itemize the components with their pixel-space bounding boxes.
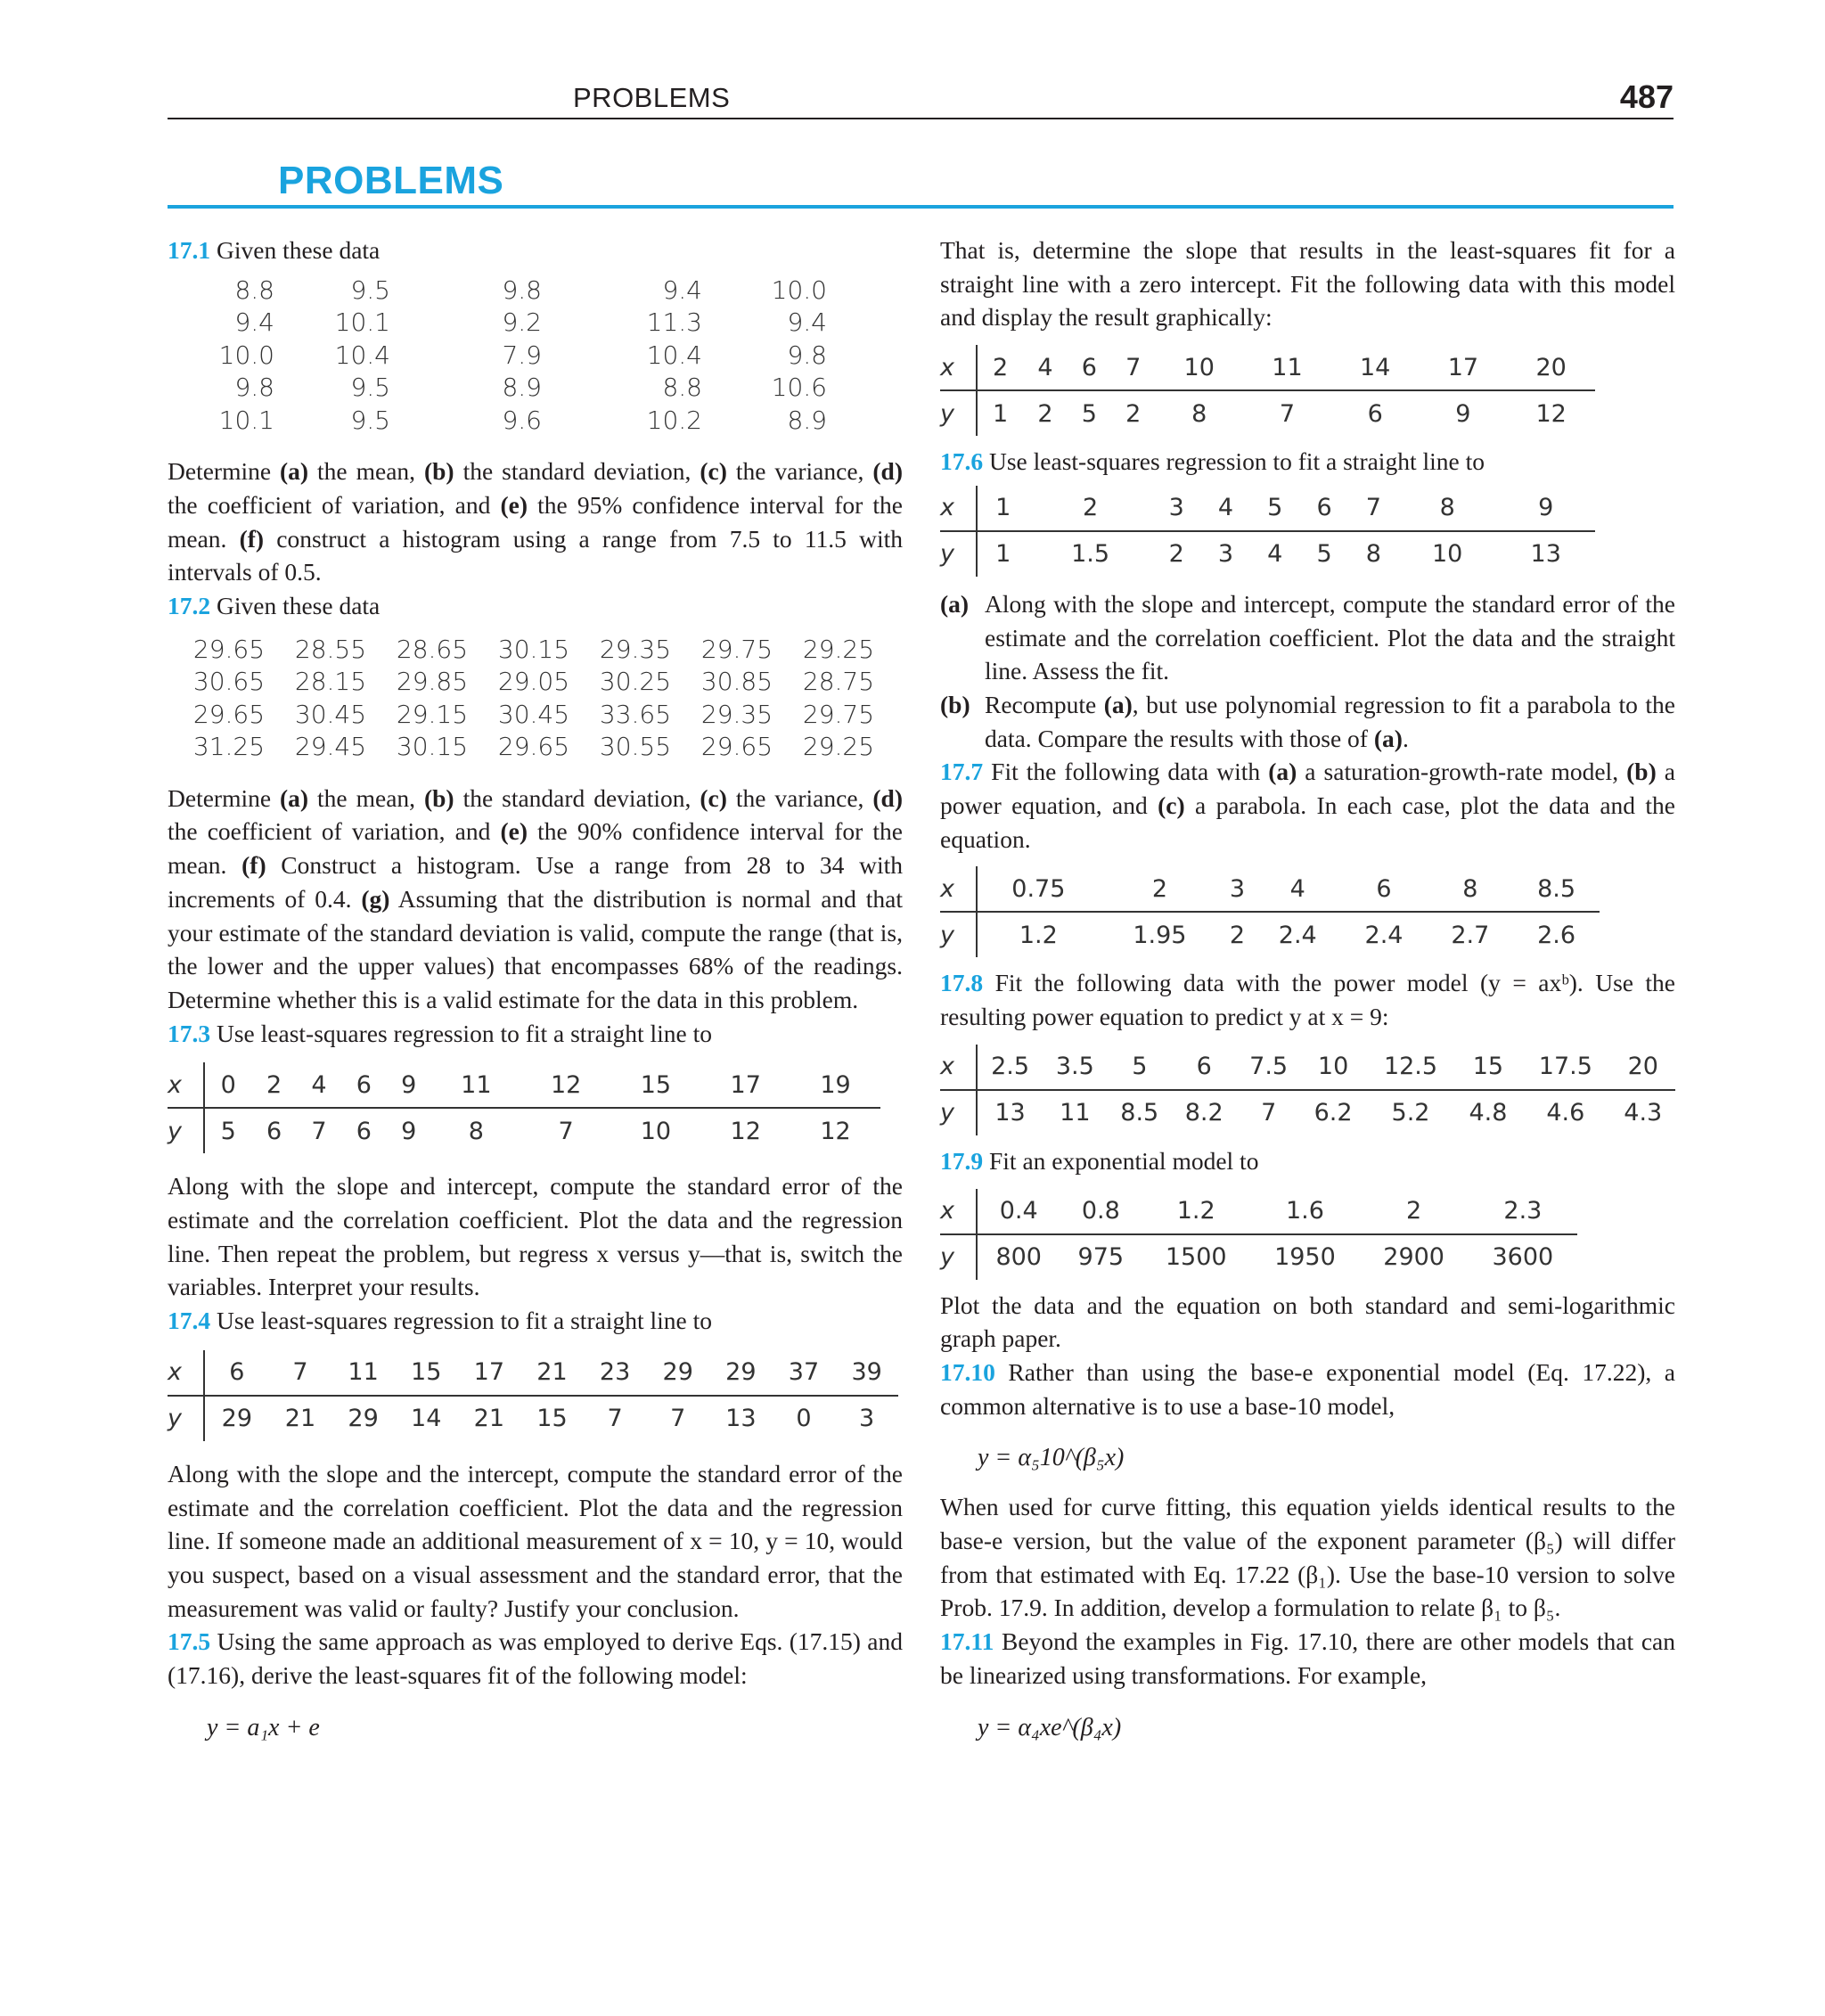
problem-17-10-text: When used for curve fitting, this equation yields identical results to the base-e version, but the value of the exponent parameter (β₅) will differ from that estimated with Eq. 17.22 (β₁). Use the base-10 version to solve Prob. 17.9. In addition, develop a formulation to relate β₁ to β₅. [940,1493,1675,1622]
data-value: 30.55 [599,732,672,762]
problem-17-4-table [168,1350,898,1441]
table-cell: 2900 [1383,1243,1444,1272]
table-cell: 3600 [1492,1243,1554,1272]
table-cell: 9 [387,1062,431,1108]
data-value: 11.3 [646,307,702,338]
data-value: 29.65 [192,634,266,664]
table-cell: 10 [640,1117,672,1145]
problem-17-2-intro: 17.2 Given these data [168,592,381,620]
problem-17-3-text: Along with the slope and intercept, compute the standard error of the estimate and the correlation coefficient. Plot the data and the regression line. Then repeat the problem, but regress x versus y—that is, switch the variables. Interpret your results. [168,1172,903,1301]
data-value: 9.8 [787,340,827,370]
data-value: 9.4 [787,307,827,338]
data-value: 9.5 [350,373,390,403]
table-cell: 8 [1191,399,1207,428]
problem-17-6-table [940,486,1595,577]
data-value: 30.65 [192,667,266,697]
data-value: 9.2 [502,307,542,338]
table-cell: 2.4 [1364,921,1404,949]
table-row-x [940,486,1595,531]
table-cell: 2.6 [1537,921,1576,949]
data-value: 9.5 [350,275,390,305]
running-title: PROBLEMS [573,82,731,113]
data-value: 28.15 [294,667,367,697]
data-value: 28.75 [802,667,875,697]
table-cell: 10 [1301,1045,1365,1090]
page-number: 487 [1619,78,1674,115]
problem-17-10-intro: 17.10 Rather than using the base-e exponential model (Eq. 17.22), a common alternative is to use a base-10 model, [940,1357,1676,1420]
problem-17-8-table [940,1045,1675,1135]
problem-17-5-equation: y = a₁x + e [207,1713,320,1741]
table-cell: 9 [1455,399,1471,428]
section-heading [168,159,1674,209]
data-value: 29.25 [802,634,875,664]
problem-17-5-intro: 17.5 Using the same approach as was employed to derive Eqs. (17.15) and (17.16), derive the least-squares fit of the following model: [168,1627,903,1690]
data-value: 29.35 [599,634,672,664]
table-cell: 7 [558,1117,574,1145]
table-cell: 1.95 [1133,921,1187,949]
table-cell: 2.4 [1278,921,1317,949]
table-cell: 13 [1530,540,1561,569]
table-cell: 13 [725,1405,757,1433]
table-cell: 8 [1427,866,1513,912]
table-row-y [940,1090,1675,1135]
problem-17-8-text: 17.8 Fit the following data with the power model (y = axᵇ). Use the resulting power equation to predict y at x = 9: [940,969,1676,1031]
table-cell: 4.3 [1624,1099,1663,1127]
table-cell: 2 [1028,486,1151,531]
table-cell: 7 [607,1405,623,1433]
running-head [168,80,1674,119]
data-value: 29.15 [396,699,469,729]
row-label-x: x [940,486,977,531]
table-cell: 2 [251,1062,296,1108]
data-value: 7.9 [502,340,542,370]
table-cell: 12.5 [1365,1045,1455,1090]
problem-17-7-text: 17.7 Fit the following data with (a) a saturation-growth-rate model, (b) a power equation, and (c) a parabola. In each case, plot the data and the equation. [940,758,1676,853]
table-cell: 800 [995,1243,1042,1272]
right-column [940,234,1675,1742]
data-value: 30.45 [294,699,367,729]
table-cell: 12 [521,1062,611,1108]
data-value: 9.4 [234,307,274,338]
data-value: 29.35 [700,699,773,729]
table-cell: 3 [1217,540,1234,569]
table-cell: 10 [1155,345,1243,390]
table-cell: 7 [269,1350,332,1396]
data-value: 29.75 [700,634,773,664]
data-value: 29.75 [802,699,875,729]
table-cell: 17 [700,1062,790,1108]
data-value: 10.1 [218,405,274,435]
table-cell: 4 [297,1062,341,1108]
table-cell: 1.6 [1250,1189,1359,1234]
table-cell: 37 [773,1350,836,1396]
table-cell: 2 [1229,921,1246,949]
table-row-y [168,1108,880,1153]
table-cell: 29 [646,1350,709,1396]
data-value: 8.9 [787,405,827,435]
data-value: 30.45 [497,699,570,729]
table-cell: 8 [1398,486,1496,531]
problem-17-1-data [168,275,827,438]
table-cell: 0.75 [977,866,1100,912]
table-cell: 0 [204,1062,251,1108]
table-cell: 23 [584,1350,647,1396]
data-value: 30.15 [396,732,469,762]
table-cell: 0.8 [1060,1189,1142,1234]
table-row-x [168,1062,880,1108]
problem-17-9-table [940,1189,1577,1280]
table-cell: 6 [1367,399,1383,428]
table-cell: 17 [1420,345,1508,390]
table-cell: 0 [796,1405,812,1433]
problem-17-3-table [168,1062,880,1153]
table-cell: 2.7 [1451,921,1490,949]
row-label-y: y [168,1108,204,1153]
problem-17-2-data [178,634,891,764]
data-value: 8.8 [662,373,702,403]
table-cell: 2.3 [1469,1189,1577,1234]
row-label-x: x [940,1189,977,1234]
table-cell: 7 [670,1405,686,1433]
row-label-y: y [940,912,977,957]
row-label-y: y [940,1090,977,1135]
table-cell: 12 [1535,399,1567,428]
data-value: 10.0 [771,275,827,305]
data-value: 9.8 [502,275,542,305]
data-value: 10.1 [334,307,390,338]
table-cell: 1.2 [1142,1189,1250,1234]
table-cell: 15 [1456,1045,1520,1090]
table-cell: 21 [473,1405,505,1433]
data-value: 29.65 [700,732,773,762]
table-cell: 4 [1201,486,1250,531]
table-cell: 7 [311,1117,327,1145]
table-row-y [940,531,1595,577]
table-cell: 7 [1111,345,1155,390]
table-cell: 6 [1172,1045,1236,1090]
table-cell: 20 [1611,1045,1675,1090]
table-cell: 5 [1250,486,1299,531]
table-cell: 6.2 [1314,1099,1353,1127]
row-label-y: y [940,531,977,577]
table-cell: 2 [1168,540,1184,569]
problem-17-7-table [940,866,1600,957]
table-cell: 7 [1349,486,1398,531]
problem-17-9-intro: 17.9 Fit an exponential model to [940,1146,1259,1175]
table-cell: 15 [395,1350,458,1396]
problem-17-11-intro: 17.11 Beyond the examples in Fig. 17.10, there are other models that can be linearized using transformations. For example, [940,1627,1675,1689]
table-row-y [168,1396,898,1441]
data-value: 30.25 [599,667,672,697]
section-title: PROBLEMS [278,159,504,202]
problem-17-1-text: Determine (a) the mean, (b) the standard deviation, (c) the variance, (d) the coefficient of variation, and (e) the 95% confidence interval for the mean. (f) construct a histogram using a range from 7.5 to 11.5 with intervals of 0.5. [168,457,904,586]
problem-17-6-part-a: (a) Along with the slope and intercept, compute the standard error of the estimate and the correlation coefficient. Plot the data and the straight line. Assess the fit. [940,589,1675,685]
table-cell: 8.5 [1120,1099,1159,1127]
row-label-x: x [940,866,977,912]
table-cell: 3 [859,1405,875,1433]
table-cell: 1 [993,399,1009,428]
data-value: 9.6 [502,405,542,435]
data-value: 9.8 [234,373,274,403]
data-value: 29.65 [192,699,266,729]
data-value: 10.0 [218,340,274,370]
table-cell: 4.8 [1469,1099,1508,1127]
table-cell: 5 [1108,1045,1172,1090]
data-value: 10.4 [646,340,702,370]
row-label-x: x [940,345,977,390]
table-cell: 12 [820,1117,851,1145]
table-cell: 4 [1267,540,1283,569]
table-cell: 8.5 [1513,866,1600,912]
problem-17-11-equation: y = α₄xe^(β₄x) [978,1713,1122,1741]
table-row-x [940,345,1595,390]
data-value: 9.5 [350,405,390,435]
table-cell: 6 [1068,345,1111,390]
problem-17-6-part-b: (b) Recompute (a), but use polynomial regression to fit a parabola to the data. Compare the results with those of (a). [940,690,1675,752]
table-row-x [168,1350,898,1396]
table-cell: 17.5 [1520,1045,1610,1090]
problem-17-3-intro: 17.3 Use least-squares regression to fit a straight line to [168,1019,712,1047]
table-cell: 7 [1261,1099,1277,1127]
table-cell: 10 [1432,540,1463,569]
data-value: 29.65 [497,732,570,762]
table-cell: 2.5 [977,1045,1043,1090]
table-cell: 14 [411,1405,442,1433]
data-value: 31.25 [192,732,266,762]
table-cell: 3.5 [1043,1045,1107,1090]
problem-17-5-table [940,345,1595,436]
table-cell: 11 [431,1062,521,1108]
data-value: 33.65 [599,699,672,729]
table-cell: 39 [835,1350,898,1396]
table-cell: 2 [1125,399,1142,428]
table-cell: 2 [1037,399,1053,428]
data-value: 10.4 [334,340,390,370]
data-value: 10.6 [771,373,827,403]
table-cell: 1 [977,486,1028,531]
row-label-x: x [168,1350,204,1396]
table-cell: 11 [1060,1099,1091,1127]
table-cell: 5 [1316,540,1332,569]
table-cell: 6 [1299,486,1348,531]
data-value: 9.4 [662,275,702,305]
data-value: 30.85 [700,667,773,697]
table-cell: 0.4 [977,1189,1060,1234]
table-cell: 20 [1507,345,1595,390]
table-cell: 4 [1023,345,1067,390]
table-cell: 29 [709,1350,773,1396]
table-cell: 6 [266,1117,282,1145]
left-column [168,234,903,1742]
problem-17-4-text: Along with the slope and the intercept, compute the standard error of the estimate and the correlation coefficient. Plot the data and the regression line. If someone made an additional measurement of x = 10, y = 10, would you suspect, based on a visual assessment and the standard error, that the measurement was valid or faulty? Justify your conclusion. [168,1459,903,1622]
table-cell: 1.5 [1071,540,1110,569]
table-cell: 8 [468,1117,484,1145]
table-cell: 11 [1243,345,1331,390]
table-cell: 4 [1255,866,1341,912]
table-cell: 3 [1152,486,1201,531]
table-row-y [940,912,1600,957]
problem-17-5-text: That is, determine the slope that results in the least-squares fit for a straight line with a zero intercept. Fit the following data with this model and display the result graphically: [940,236,1675,332]
table-row-x [940,866,1600,912]
table-cell: 9 [1496,486,1595,531]
table-cell: 6 [1341,866,1428,912]
table-row-y [940,390,1595,436]
table-cell: 1500 [1165,1243,1227,1272]
table-cell: 9 [401,1117,417,1145]
data-value: 30.15 [497,634,570,664]
table-cell: 29 [221,1405,253,1433]
table-cell: 5.2 [1391,1099,1430,1127]
data-value: 29.25 [802,732,875,762]
problem-17-2-text: Determine (a) the mean, (b) the standard deviation, (c) the variance, (d) the coefficient of variation, and (e) the 90% confidence interval for the mean. (f) Construct a histogram. Use a range from 28 to 34 with increments of 0.4. (g) Assuming that the distribution is normal and that your estimate of the standard deviation is valid, compute the range (that is, the lower and the upper values) that encompasses 68% of the readings. Determine whether this is a valid estimate for the data in this problem. [168,783,904,1013]
data-value: 29.05 [497,667,570,697]
table-cell: 6 [356,1117,372,1145]
row-label-y: y [940,1234,977,1280]
table-cell: 7.5 [1236,1045,1300,1090]
data-value: 10.2 [646,405,702,435]
table-cell: 3 [1220,866,1255,912]
problem-17-9-text: Plot the data and the equation on both standard and semi-logarithmic graph paper. [940,1291,1675,1353]
data-value: 8.8 [234,275,274,305]
data-value: 8.9 [502,373,542,403]
table-cell: 2 [1360,1189,1469,1234]
table-cell: 1950 [1274,1243,1336,1272]
row-label-x: x [168,1062,204,1108]
table-cell: 975 [1077,1243,1125,1272]
problem-17-10-equation: y = α₅10^(β₅x) [978,1444,1125,1472]
table-cell: 29 [348,1405,379,1433]
data-value: 28.55 [294,634,367,664]
table-cell: 14 [1331,345,1420,390]
table-cell: 13 [994,1099,1026,1127]
table-cell: 1 [995,540,1011,569]
table-cell: 11 [331,1350,395,1396]
row-label-y: y [940,390,977,436]
table-cell: 8.2 [1184,1099,1223,1127]
table-cell: 15 [536,1405,568,1433]
table-cell: 21 [284,1405,316,1433]
table-row-x [940,1045,1675,1090]
table-cell: 12 [730,1117,761,1145]
problem-17-4-intro: 17.4 Use least-squares regression to fit a straight line to [168,1307,712,1335]
table-cell: 2 [1100,866,1220,912]
table-cell: 6 [341,1062,386,1108]
table-cell: 1.2 [1019,921,1058,949]
table-cell: 7 [1279,399,1296,428]
table-row-x [940,1189,1577,1234]
table-cell: 15 [611,1062,701,1108]
row-label-x: x [940,1045,977,1090]
row-label-y: y [168,1396,204,1441]
data-value: 29.85 [396,667,469,697]
table-cell: 6 [204,1350,269,1396]
problem-17-1-intro: 17.1 Given these data [168,236,381,264]
table-cell: 4.6 [1546,1099,1585,1127]
table-cell: 21 [520,1350,584,1396]
table-cell: 2 [977,345,1023,390]
data-value: 28.65 [396,634,469,664]
data-value: 29.45 [294,732,367,762]
table-cell: 5 [220,1117,236,1145]
problem-17-6-intro: 17.6 Use least-squares regression to fit a straight line to [940,447,1485,476]
table-cell: 5 [1081,399,1097,428]
table-cell: 17 [458,1350,521,1396]
table-cell: 8 [1365,540,1381,569]
table-row-y [940,1234,1577,1280]
table-cell: 19 [790,1062,880,1108]
